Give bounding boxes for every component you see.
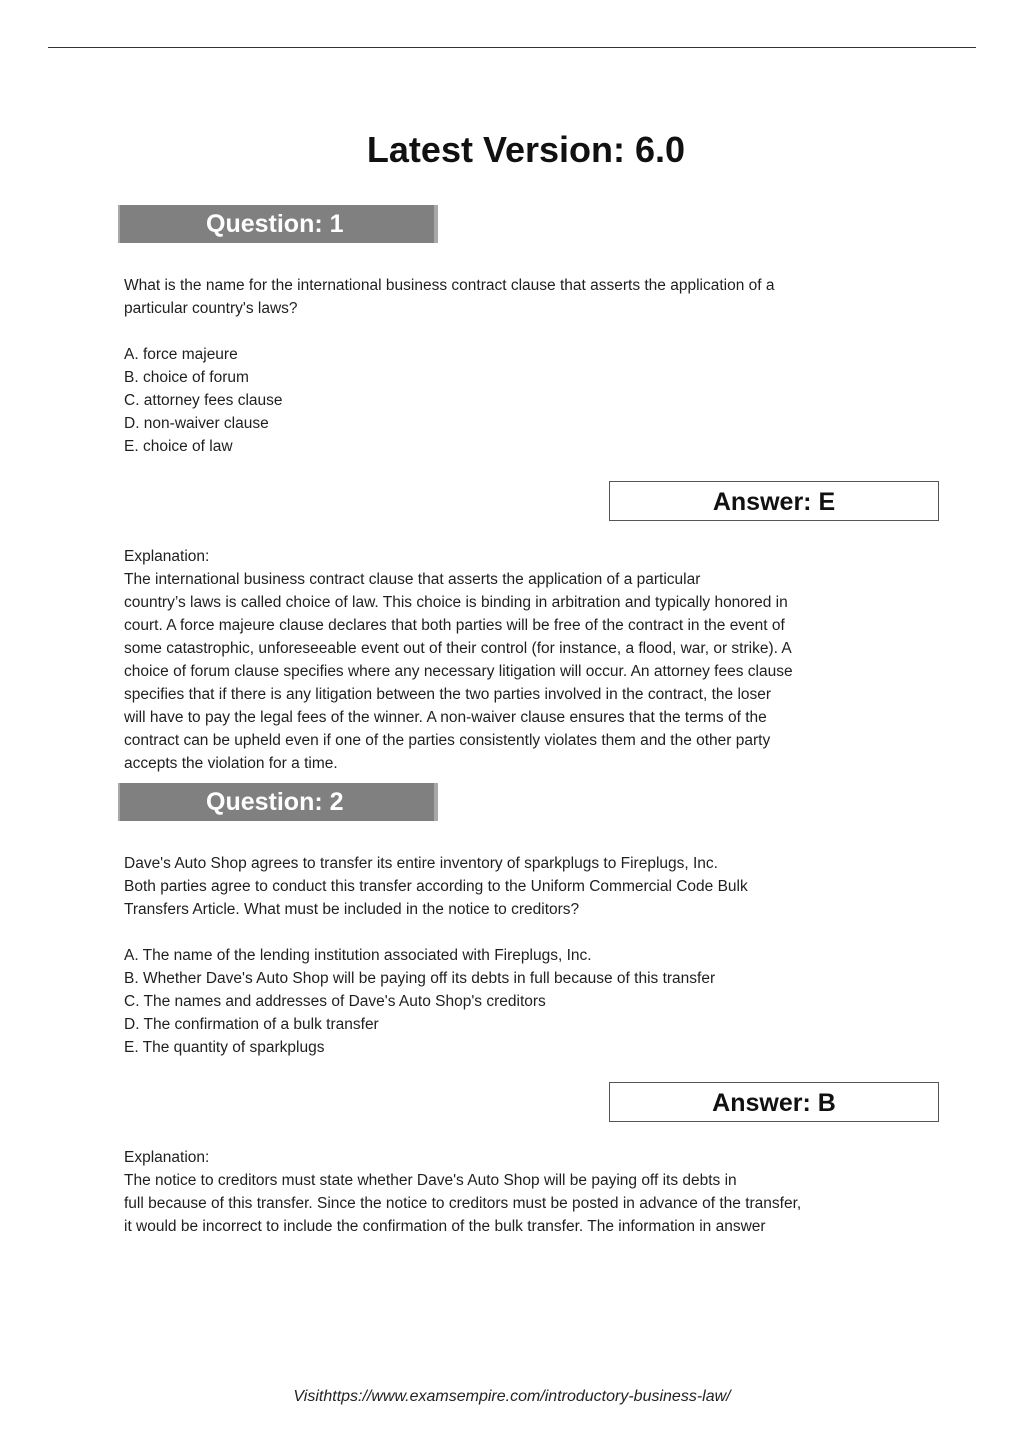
question-2-options [124, 944, 715, 1059]
question-1-text [124, 274, 904, 320]
question-text-line: What is the name for the international business contract clause that asserts the application of a [124, 277, 775, 294]
explanation-line: it would be incorrect to include the confirmation of the bulk transfer. The information in answer [124, 1218, 766, 1235]
explanation-line: court. A force majeure clause declares that both parties will be free of the contract in the event of [124, 617, 785, 634]
explanation-line: choice of forum clause specifies where any necessary litigation will occur. An attorney fees clause [124, 663, 793, 680]
question-1-explanation [124, 545, 904, 775]
option-d: D. non-waiver clause [124, 415, 269, 432]
option-a: A. The name of the lending institution associated with Fireplugs, Inc. [124, 947, 592, 964]
question-2-text [124, 852, 904, 921]
question-text-line: Both parties agree to conduct this transfer according to the Uniform Commercial Code Bulk [124, 878, 748, 895]
explanation-line: accepts the violation for a time. [124, 755, 338, 772]
option-c: C. The names and addresses of Dave's Auto Shop's creditors [124, 993, 546, 1010]
question-1-options [124, 343, 283, 458]
explanation-label: Explanation: [124, 548, 210, 565]
option-d: D. The confirmation of a bulk transfer [124, 1016, 379, 1033]
explanation-line: specifies that if there is any litigation between the two parties involved in the contract, the loser [124, 686, 772, 703]
explanation-line: country’s laws is called choice of law. This choice is binding in arbitration and typically honored in [124, 594, 788, 611]
question-2-label: Question: 2 [206, 788, 344, 816]
question-1-label: Question: 1 [206, 210, 344, 238]
top-divider [48, 47, 976, 48]
question-text-line: Transfers Article. What must be included in the notice to creditors? [124, 901, 580, 918]
question-2-answer: Answer: B [609, 1082, 939, 1122]
question-1-answer: Answer: E [609, 481, 939, 521]
footer-link[interactable]: Visithttps://www.examsempire.com/introductory-business-law/ [293, 1388, 731, 1405]
explanation-line: will have to pay the legal fees of the winner. A non-waiver clause ensures that the terms of the [124, 709, 767, 726]
option-e: E. The quantity of sparkplugs [124, 1039, 325, 1056]
option-e: E. choice of law [124, 438, 233, 455]
question-2-banner [118, 783, 438, 821]
option-a: A. force majeure [124, 346, 238, 363]
explanation-label: Explanation: [124, 1149, 210, 1166]
question-1-banner [118, 205, 438, 243]
question-text-line: Dave's Auto Shop agrees to transfer its entire inventory of sparkplugs to Fireplugs, Inc. [124, 855, 718, 872]
option-b: B. choice of forum [124, 369, 249, 386]
explanation-line: full because of this transfer. Since the notice to creditors must be posted in advance of the transfer, [124, 1195, 802, 1212]
explanation-line: some catastrophic, unforeseeable event out of their control (for instance, a flood, war, or strike). A [124, 640, 792, 657]
question-2-explanation [124, 1146, 904, 1238]
option-c: C. attorney fees clause [124, 392, 283, 409]
explanation-line: The notice to creditors must state whether Dave's Auto Shop will be paying off its debts in [124, 1172, 737, 1189]
option-b: B. Whether Dave's Auto Shop will be paying off its debts in full because of this transfer [124, 970, 716, 987]
page-title: Latest Version: 6.0 [366, 129, 686, 170]
explanation-line: contract can be upheld even if one of the parties consistently violates them and the other party [124, 732, 771, 749]
explanation-line: The international business contract clause that asserts the application of a particular [124, 571, 701, 588]
question-text-line: particular country's laws? [124, 300, 298, 317]
